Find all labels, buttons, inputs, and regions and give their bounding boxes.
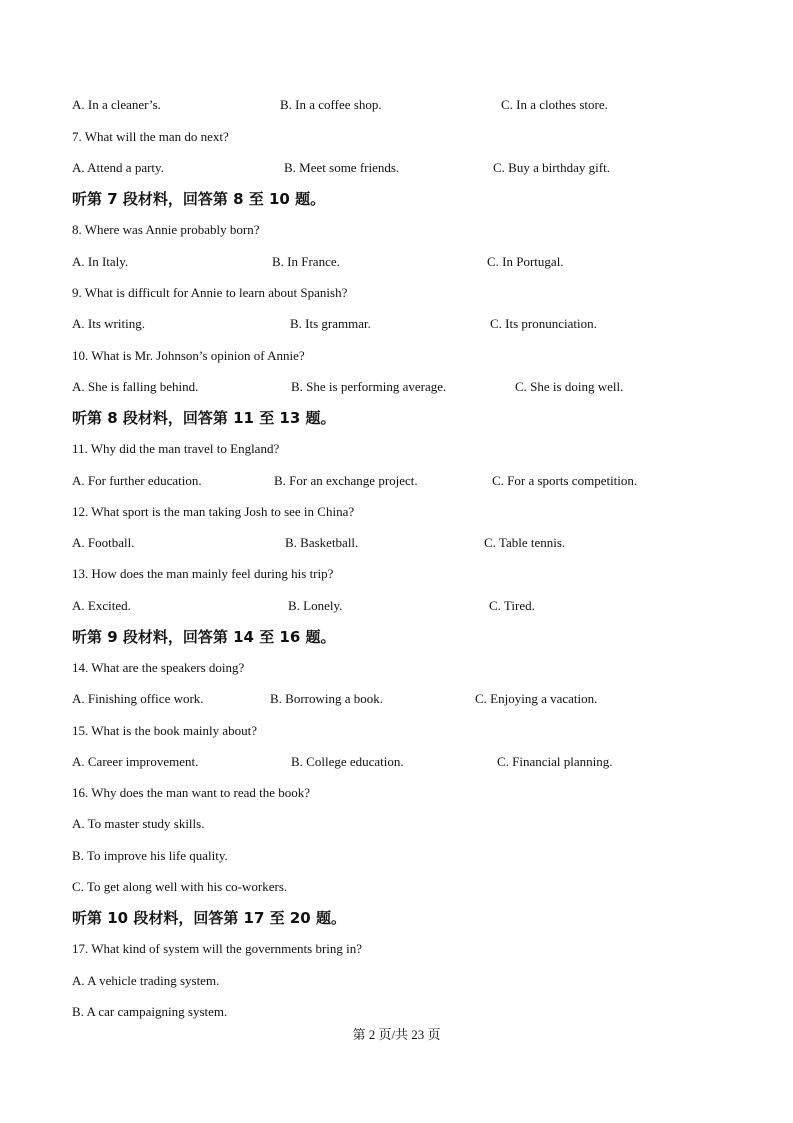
option-17b: B. A car campaigning system. <box>72 1004 228 1019</box>
question-14: 14. What are the speakers doing? <box>72 660 245 675</box>
option-6b: B. In a coffee shop. <box>280 97 382 112</box>
question-10-options <box>72 377 721 397</box>
section-heading-10: 听第 10 段材料，回答第 17 至 20 题。 <box>72 909 346 927</box>
section-heading-9: 听第 9 段材料，回答第 14 至 16 题。 <box>72 628 336 646</box>
option-6c: C. In a clothes store. <box>501 97 608 112</box>
option-17a: A. A vehicle trading system. <box>72 973 220 988</box>
option-11b: B. For an exchange project. <box>274 473 418 488</box>
question-11-options <box>72 471 721 491</box>
option-6a: A. In a cleaner’s. <box>72 97 161 112</box>
option-7a: A. Attend a party. <box>72 160 164 175</box>
question-9-options <box>72 314 721 334</box>
question-8: 8. Where was Annie probably born? <box>72 222 260 237</box>
question-9: 9. What is difficult for Annie to learn about Spanish? <box>72 285 348 300</box>
option-14a: A. Finishing office work. <box>72 691 204 706</box>
question-12-options <box>72 533 721 553</box>
question-10: 10. What is Mr. Johnson’s opinion of Annie? <box>72 348 305 363</box>
question-12: 12. What sport is the man taking Josh to see in China? <box>72 504 355 519</box>
option-9a: A. Its writing. <box>72 316 145 331</box>
question-7: 7. What will the man do next? <box>72 129 229 144</box>
option-9c: C. Its pronunciation. <box>490 316 597 331</box>
section-heading-7: 听第 7 段材料，回答第 8 至 10 题。 <box>72 190 326 208</box>
option-12a: A. Football. <box>72 535 135 550</box>
question-15: 15. What is the book mainly about? <box>72 723 257 738</box>
option-10a: A. She is falling behind. <box>72 379 199 394</box>
option-8b: B. In France. <box>272 254 340 269</box>
question-17: 17. What kind of system will the governments bring in? <box>72 941 363 956</box>
option-15a: A. Career improvement. <box>72 754 199 769</box>
question-13-options <box>72 596 721 616</box>
option-12c: C. Table tennis. <box>484 535 566 550</box>
option-14c: C. Enjoying a vacation. <box>475 691 598 706</box>
option-8a: A. In Italy. <box>72 254 129 269</box>
option-7c: C. Buy a birthday gift. <box>493 160 610 175</box>
option-16b: B. To improve his life quality. <box>72 848 228 863</box>
question-14-options <box>72 689 721 709</box>
question-13: 13. How does the man mainly feel during his trip? <box>72 566 334 581</box>
option-16c: C. To get along well with his co-workers. <box>72 879 288 894</box>
option-9b: B. Its grammar. <box>290 316 371 331</box>
question-8-options <box>72 252 721 272</box>
option-11a: A. For further education. <box>72 473 202 488</box>
option-7b: B. Meet some friends. <box>284 160 400 175</box>
question-15-options <box>72 752 721 772</box>
option-12b: B. Basketball. <box>285 535 359 550</box>
question-6-options <box>72 95 721 115</box>
option-15b: B. College education. <box>291 754 404 769</box>
option-15c: C. Financial planning. <box>497 754 613 769</box>
question-7-options <box>72 158 721 178</box>
option-11c: C. For a sports competition. <box>492 473 638 488</box>
question-11: 11. Why did the man travel to England? <box>72 441 280 456</box>
option-10b: B. She is performing average. <box>291 379 447 394</box>
option-13b: B. Lonely. <box>288 598 343 613</box>
page-footer: 第 2 页/共 23 页 <box>352 1027 441 1042</box>
option-8c: C. In Portugal. <box>487 254 564 269</box>
question-16: 16. Why does the man want to read the book? <box>72 785 311 800</box>
option-13c: C. Tired. <box>489 598 535 613</box>
option-14b: B. Borrowing a book. <box>270 691 384 706</box>
option-16a: A. To master study skills. <box>72 816 205 831</box>
section-heading-8: 听第 8 段材料，回答第 11 至 13 题。 <box>72 409 336 427</box>
option-10c: C. She is doing well. <box>515 379 624 394</box>
option-13a: A. Excited. <box>72 598 131 613</box>
